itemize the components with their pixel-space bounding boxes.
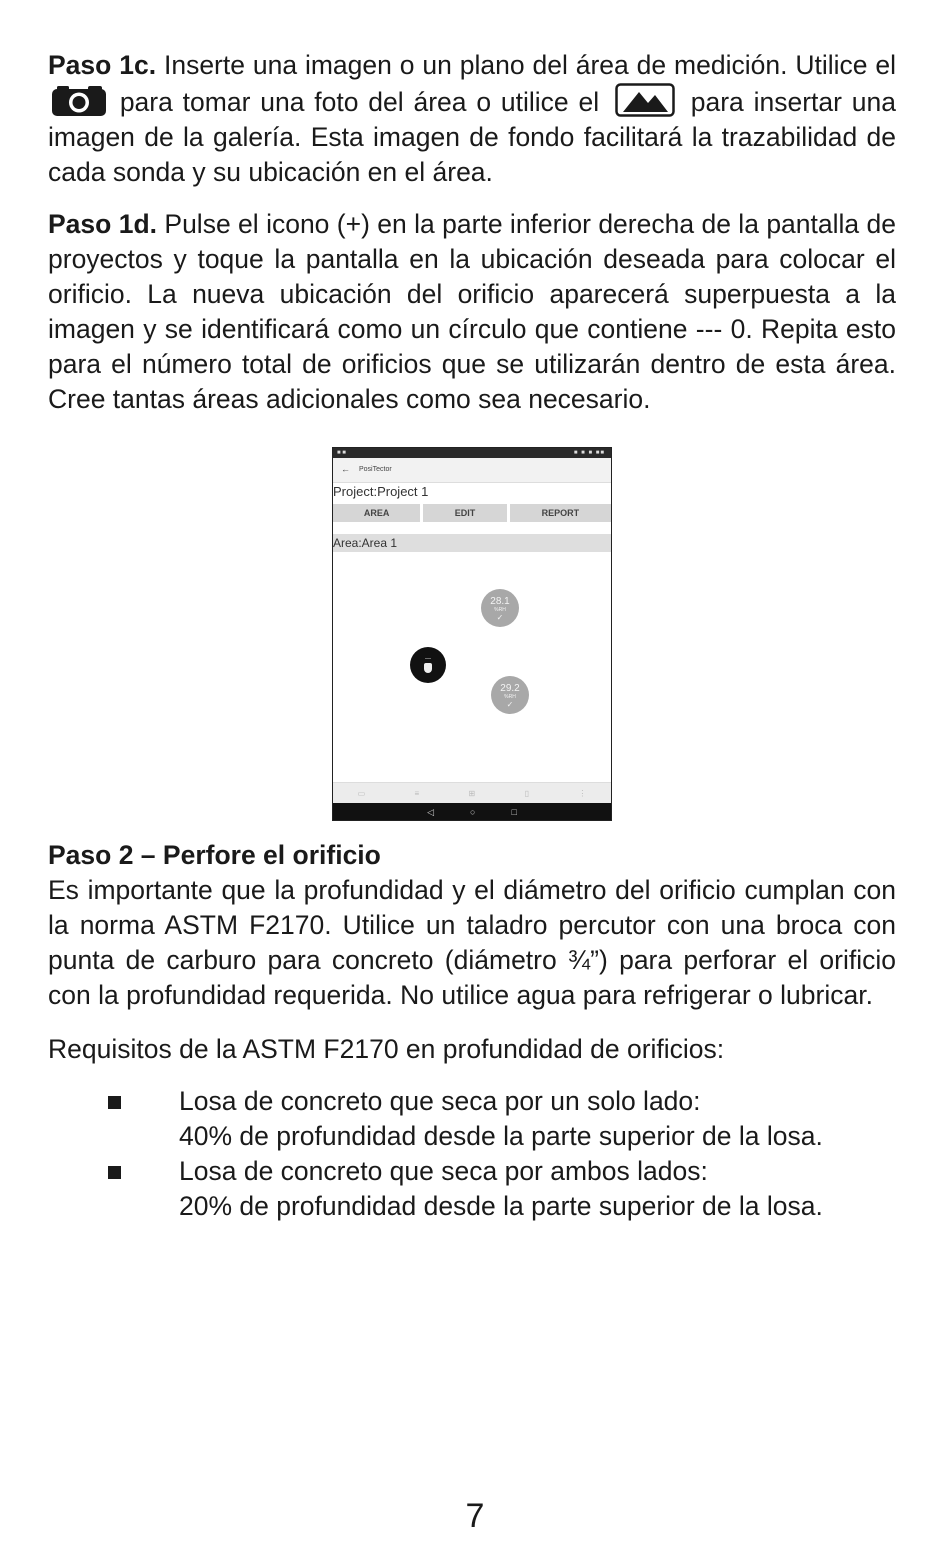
toolbar-icon[interactable]: ▭ — [357, 788, 366, 798]
step-1c-heading: Paso 1c. — [48, 50, 157, 80]
step-1d-text: Pulse el icono (+) en la parte inferior derecha de la pantalla de proyectos y toque la pantalla en la ubicación deseada para colocar el orificio. La nueva ubicación del orificio aparecerá superpuesta a la imagen y se identificará como un círculo que contiene --- 0. Repita esto para el número total de orificios que se utilizarán dentro de esta área. Cree tantas áreas adicionales como sea necesario. — [48, 209, 896, 414]
page-content — [48, 48, 896, 417]
nav-recents-icon[interactable]: □ — [511, 807, 517, 817]
camera-icon — [51, 85, 107, 117]
hole-value: 29.2 — [500, 683, 520, 694]
requirement-condition: Losa de concreto que seca por ambos lados: — [179, 1156, 708, 1186]
tab-edit[interactable]: EDIT — [423, 504, 506, 522]
step-1c-paragraph — [48, 48, 896, 190]
requirement-depth: 20% de profundidad desde la parte superior de la losa. — [179, 1191, 823, 1221]
hole-value: 28.1 — [490, 596, 510, 607]
requirements-intro: Requisitos de la ASTM F2170 en profundidad de orificios: — [48, 1034, 725, 1064]
step-1c-text-a: Inserte una imagen o un plano del área de medición. Utilice el — [156, 50, 896, 80]
area-label: Area:Area 1 — [333, 534, 611, 552]
gallery-image-icon — [615, 83, 675, 117]
step-1d-paragraph — [48, 207, 896, 417]
step-1c-text-b: para tomar una foto del área o utilice el — [110, 87, 609, 117]
square-bullet-icon — [108, 1166, 121, 1179]
step-2-heading: Paso 2 – Perfore el orificio — [48, 840, 381, 870]
phone-bottom-toolbar — [333, 782, 611, 803]
toolbar-icon[interactable]: ≡ — [414, 788, 420, 798]
new-hole-marker[interactable] — [410, 647, 446, 683]
list-item — [48, 1084, 896, 1154]
probe-pin-icon — [424, 663, 432, 673]
hole-value: --- — [425, 656, 431, 662]
requirement-depth: 40% de profundidad desde la parte superior de la losa. — [179, 1121, 823, 1151]
step-1d-heading: Paso 1d. — [48, 209, 158, 239]
requirement-condition: Losa de concreto que seca por un solo lado: — [179, 1086, 701, 1116]
status-icons-right: ■ ■ ■ ■■ — [573, 450, 605, 456]
check-icon: ✓ — [496, 613, 504, 622]
phone-app-bar — [333, 458, 611, 483]
page-number: 7 — [465, 1497, 485, 1535]
list-item — [48, 1154, 896, 1224]
status-icons-left: ■ ■ — [337, 450, 346, 456]
android-nav-bar — [333, 803, 611, 821]
step-2-body: Es importante que la profundidad y el diámetro del orificio cumplan con la norma ASTM F2170. Utilice un taladro percutor con una broca con punta de carburo para concreto (diámetro ¾”) para perforar el orificio con la profundidad requerida. No utilice agua para refrigerar o lubricar. — [48, 875, 896, 1010]
square-bullet-icon — [108, 1096, 121, 1109]
hole-marker[interactable] — [491, 676, 529, 714]
phone-status-bar — [333, 448, 611, 458]
hole-unit: %RH — [504, 694, 516, 700]
phone-tab-bar — [333, 504, 611, 522]
nav-home-icon[interactable]: ○ — [470, 807, 476, 817]
step-2-section — [48, 838, 896, 1224]
toolbar-icon[interactable]: ⋮ — [578, 788, 587, 798]
hole-marker[interactable] — [481, 589, 519, 627]
toolbar-icon[interactable]: ⊞ — [468, 788, 476, 798]
app-title: PosiTector — [359, 466, 392, 473]
tab-report[interactable]: REPORT — [510, 504, 611, 522]
back-arrow-icon[interactable]: ← — [341, 464, 350, 474]
nav-back-icon[interactable]: ◁ — [427, 806, 435, 817]
phone-screenshot — [332, 447, 612, 821]
check-icon: ✓ — [506, 700, 514, 709]
hole-unit: %RH — [494, 607, 506, 613]
tab-area[interactable]: AREA — [333, 504, 420, 522]
requirements-list — [48, 1084, 896, 1224]
toolbar-icon[interactable]: ▯ — [524, 788, 529, 798]
step-1c-text-c: para insertar una imagen de la galería. Esta imagen de fondo facilitará la trazabilidad de cada sonda y su ubicación en el área. — [48, 87, 896, 187]
project-label: Project:Project 1 — [333, 484, 429, 499]
